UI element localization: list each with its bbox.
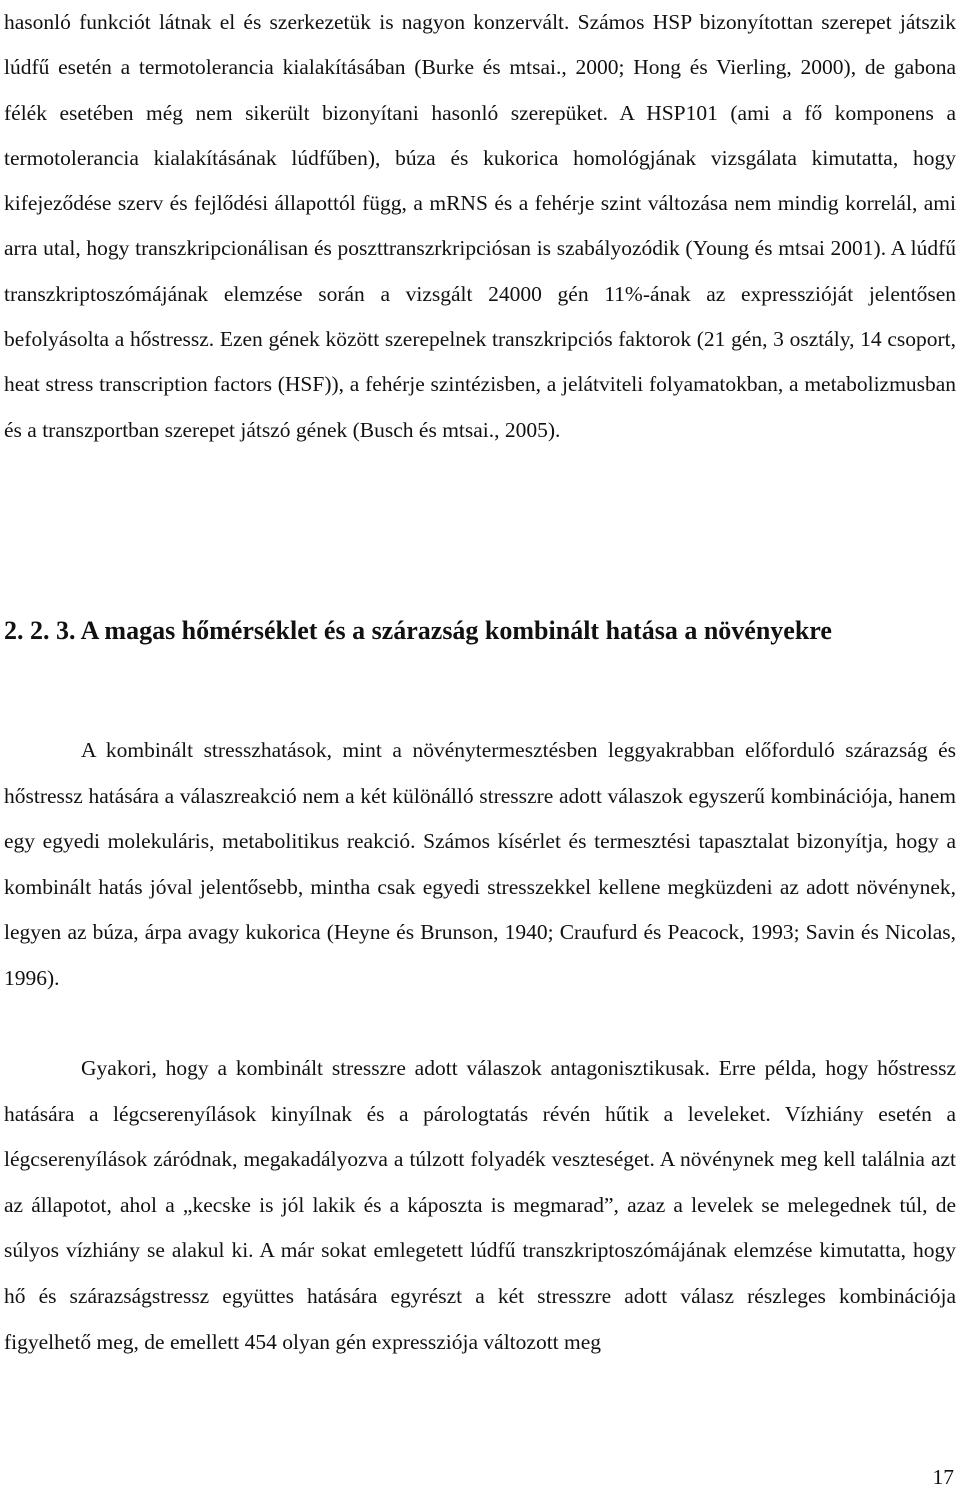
body-paragraph-3: Gyakori, hogy a kombinált stresszre adott válaszok antagonisztikusak. Erre példa, hogy hőstressz hatására a légcserenyílások kinyílnak és a párologtatás révén hűtik a leveleket. Vízhiány esetén a légcserenyílások záródnak, megakadályozva a túlzott folyadék veszteséget. A növénynek meg kell találnia azt az állapotot, ahol a „kecske is jól lakik és a káposzta is megmarad”, azaz a levelek se melegednek túl, de súlyos vízhiány se alakul ki. A már sokat emlegetett lúdfű transzkriptoszómájának elemzése kimutatta, hogy hő és szárazságstressz együttes hatására egyrészt a két stresszre adott válasz részleges kombinációja figyelhető meg, de emellett 454 olyan gén expressziója változott meg <box>4 1056 956 1354</box>
section-heading: 2. 2. 3. A magas hőmérséklet és a szárazság kombinált hatása a növényekre <box>4 616 832 645</box>
body-paragraph-1: hasonló funkciót látnak el és szerkezetük is nagyon konzervált. Számos HSP bizonyítottan szerepet játszik lúdfű esetén a termotolerancia kialakításában (Burke és mtsai., 2000; Hong és Vierling, 2000), de gabona félék esetében még nem sikerült bizonyítani hasonló szerepüket. A HSP101 (ami a fő komponens a termotolerancia kialakításának lúdfűben), búza és kukorica homológjának vizsgálata kimutatta, hogy kifejeződése szerv és fejlődési állapottól függ, a mRNS és a fehérje szint változása nem mindig korrelál, ami arra utal, hogy transzkripcionálisan és poszttranszrkripciósan is szabályozódik (Young és mtsai 2001). A lúdfű transzkriptoszómájának elemzése során a vizsgált 24000 gén 11%-ának az expresszióját jelentősen befolyásolta a hőstressz. Ezen gének között szerepelnek transzkripciós faktorok (21 gén, 3 osztály, 14 csoport, heat stress transcription factors (HSF)), a fehérje szintézisben, a jelátviteli folyamatokban, a metabolizmusban és a transzportban szerepet játszó gének (Busch és mtsai., 2005). <box>4 10 956 442</box>
body-paragraph-2: A kombinált stresszhatások, mint a növénytermesztésben leggyakrabban előforduló szárazság és hőstressz hatására a válaszreakció nem a két különálló stresszre adott válaszok egyszerű kombinációja, hanem egy egyedi molekuláris, metabolitikus reakció. Számos kísérlet és termesztési tapasztalat bizonyítja, hogy a kombinált hatás jóval jelentősebb, mintha csak egyedi stresszekkel kellene megküzdeni az adott növénynek, legyen az búza, árpa avagy kukorica (Heyne és Brunson, 1940; Craufurd és Peacock, 1993; Savin és Nicolas, 1996). <box>4 738 956 990</box>
page-number: 17 <box>932 1465 954 1489</box>
